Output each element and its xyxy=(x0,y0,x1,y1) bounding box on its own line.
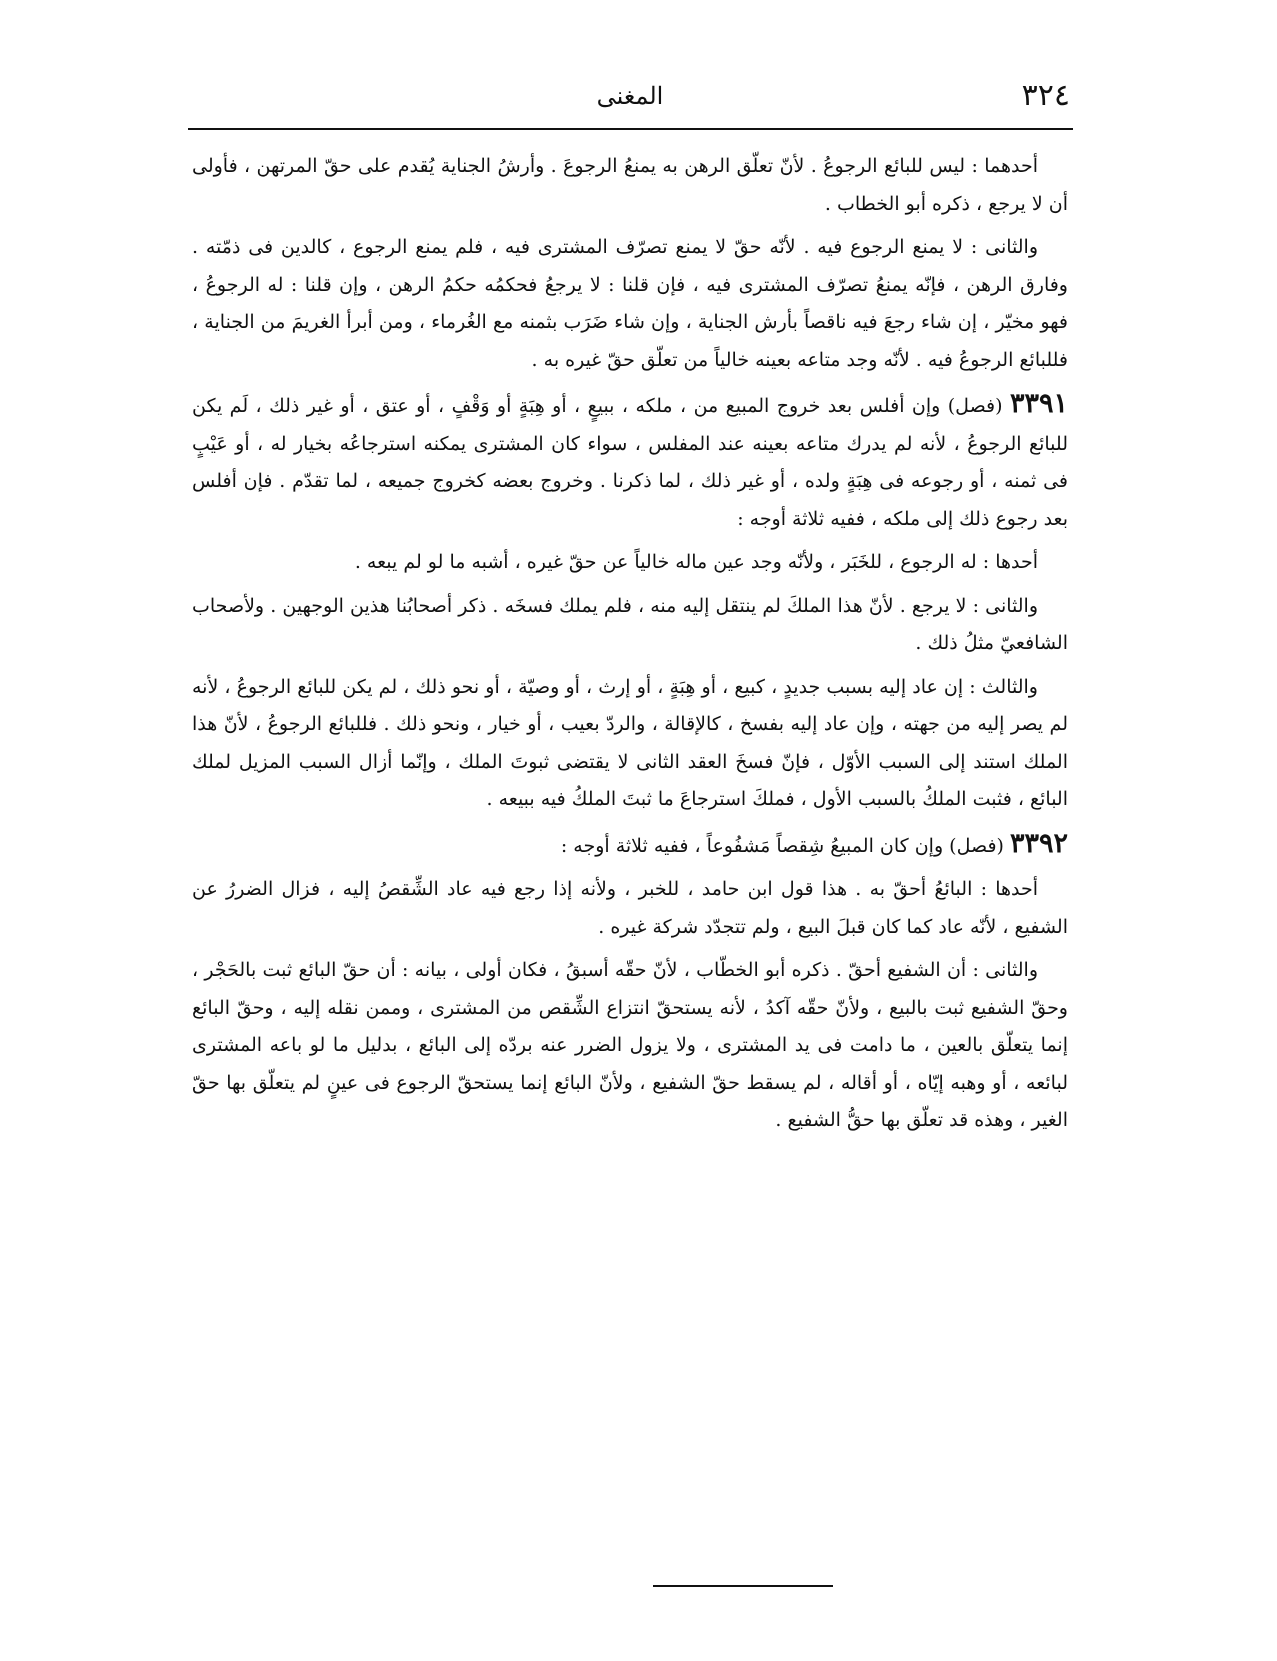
footer-divider xyxy=(653,1585,833,1587)
page-header xyxy=(190,78,1070,118)
paragraph-text: أحدها : البائعُ أحقّ به . هذا قول ابن حامد ، للخبر ، ولأنه إذا رجع فيه عاد الشِّقصُ إليه ، فزال الضررُ عن الشفيع ، لأنّه عاد كما كان قبلَ البيع ، ولم تتجدّد شركة غيره . xyxy=(192,878,1068,938)
paragraph xyxy=(192,544,1068,582)
paragraph-text: أحدهما : ليس للبائع الرجوعُ . لأنّ تعلّق الرهن به يمنعُ الرجوعَ . وأرشُ الجناية يُقدم على حقّ المرتهن ، فأولى أن لا يرجع ، ذكره أبو الخطاب . xyxy=(192,155,1068,215)
header-divider xyxy=(188,128,1073,130)
paragraph xyxy=(192,871,1068,946)
paragraph xyxy=(192,588,1068,663)
paragraph-text: والثالث : إن عاد إليه بسبب جديدٍ ، كبيع ، أو هِبَةٍ ، أو إرث ، أو وصيّة ، أو نحو ذلك ، لم يكن للبائع الرجوعُ ، لأنه لم يصر إليه من جهته ، وإن عاد إليه بفسخ ، كالإقالة ، والردّ بعيب ، أو خيار ، ونحو ذلك . فللبائع الرجوعُ ، لأنّ هذا الملك استند إلى السبب الأوّل ، فإنّ فسخَ العقد الثانى لا يقتضى ثبوتَ الملك ، وإنّما أزال السبب المزيل لملك البائع ، فثبت الملكُ بالسبب الأول ، فملكَ استرجاعَ ما ثبتَ الملكُ فيه ببيعه . xyxy=(192,675,1068,810)
paragraph xyxy=(192,229,1068,379)
paragraph-text: والثانى : لا يرجع . لأنّ هذا الملكَ لم ينتقل إليه منه ، فلم يملك فسخَه . ذكر أصحابُنا هذين الوجهين . ولأصحاب الشافعيّ مثلُ ذلك . xyxy=(192,594,1068,654)
section-number: ٣٣٩١ xyxy=(1009,388,1068,419)
body-text xyxy=(192,148,1068,1146)
paragraph-text: أحدها : له الرجوع ، للخَبَر ، ولأنّه وجد عين ماله خالياً عن حقّ غيره ، أشبه ما لو لم يبعه . xyxy=(354,551,1038,573)
page-number: ٣٢٤ xyxy=(1021,78,1070,113)
running-title: المغنى xyxy=(596,82,664,110)
section-number: ٣٣٩٢ xyxy=(1009,827,1068,859)
paragraph xyxy=(192,952,1068,1140)
section-paragraph xyxy=(192,825,1068,866)
paragraph xyxy=(192,148,1068,223)
paragraph-text: والثانى : أن الشفيع أحقّ . ذكره أبو الخطّاب ، لأنّ حقّه أسبقُ ، فكان أولى ، بيانه : أن حقّ البائع ثبت بالحَجْر ، وحقّ الشفيع ثبت بالبيع ، ولأنّ حقّه آكدُ ، لأنه يستحقّ انتزاع الشِّقص من المشترى ، وممن نقله إليه ، وحقّ البائع إنما يتعلّق بالعين ، ما دامت فى يد المشترى ، ولا يزول الضرر عنه بردّه إلى البائع ، بدليل ما لو باعه المشترى لبائعه ، أو وهبه إيّاه ، أو أقاله ، لم يسقط حقّ الشفيع ، ولأنّ البائع إنما يستحقّ الرجوع فى عينٍ لم يتعلّق بها حقّ الغير ، وهذه قد تعلّق بها حقُّ الشفيع . xyxy=(192,959,1068,1131)
paragraph-text: (فصل) وإن أفلس بعد خروج المبيع من ، ملكه ، ببيعٍ ، أو هِبَةٍ أو وَقْفٍ ، أو عتق ، أو غير ذلك ، لَم يكن للبائع الرجوعُ ، لأنه لم يدرك متاعه بعينه عند المفلس ، سواء كان المشترى يمكنه استرجاعُه بخيار له ، أو عَيْبٍ فى ثمنه ، أو رجوعه فى هِبَةٍ ولده ، أو غير ذلك ، لما ذكرنا . وخروج بعضه كخروج جميعه ، لما تقدّم . فإن أفلس بعد رجوع ذلك إلى ملكه ، ففيه ثلاثة أوجه : xyxy=(192,395,1068,530)
section-paragraph xyxy=(192,385,1068,538)
paragraph xyxy=(192,669,1068,819)
paragraph-text: والثانى : لا يمنع الرجوع فيه . لأنّه حقّ لا يمنع تصرّف المشترى فيه ، فلم يمنع الرجوع ، كالدين فى ذمّته . وفارق الرهن ، فإنّه يمنعُ تصرّف المشترى فيه ، فإن قلنا : لا يرجعُ فحكمُه حكمُ الرهن ، وإن قلنا : له الرجوعُ ، فهو مخيّر ، إن شاء رجعَ فيه ناقصاً بأرش الجناية ، وإن شاء ضَرَب بثمنه مع الغُرماء ، ومن أبرأ الغريمَ من الجناية ، فللبائع الرجوعُ فيه . لأنّه وجد متاعه بعينه خالياً من تعلّق حقّ غيره به . xyxy=(192,236,1068,371)
paragraph-text: (فصل) وإن كان المبيعُ شِقصاً مَشفُوعاً ، ففيه ثلاثة أوجه : xyxy=(560,834,1004,857)
